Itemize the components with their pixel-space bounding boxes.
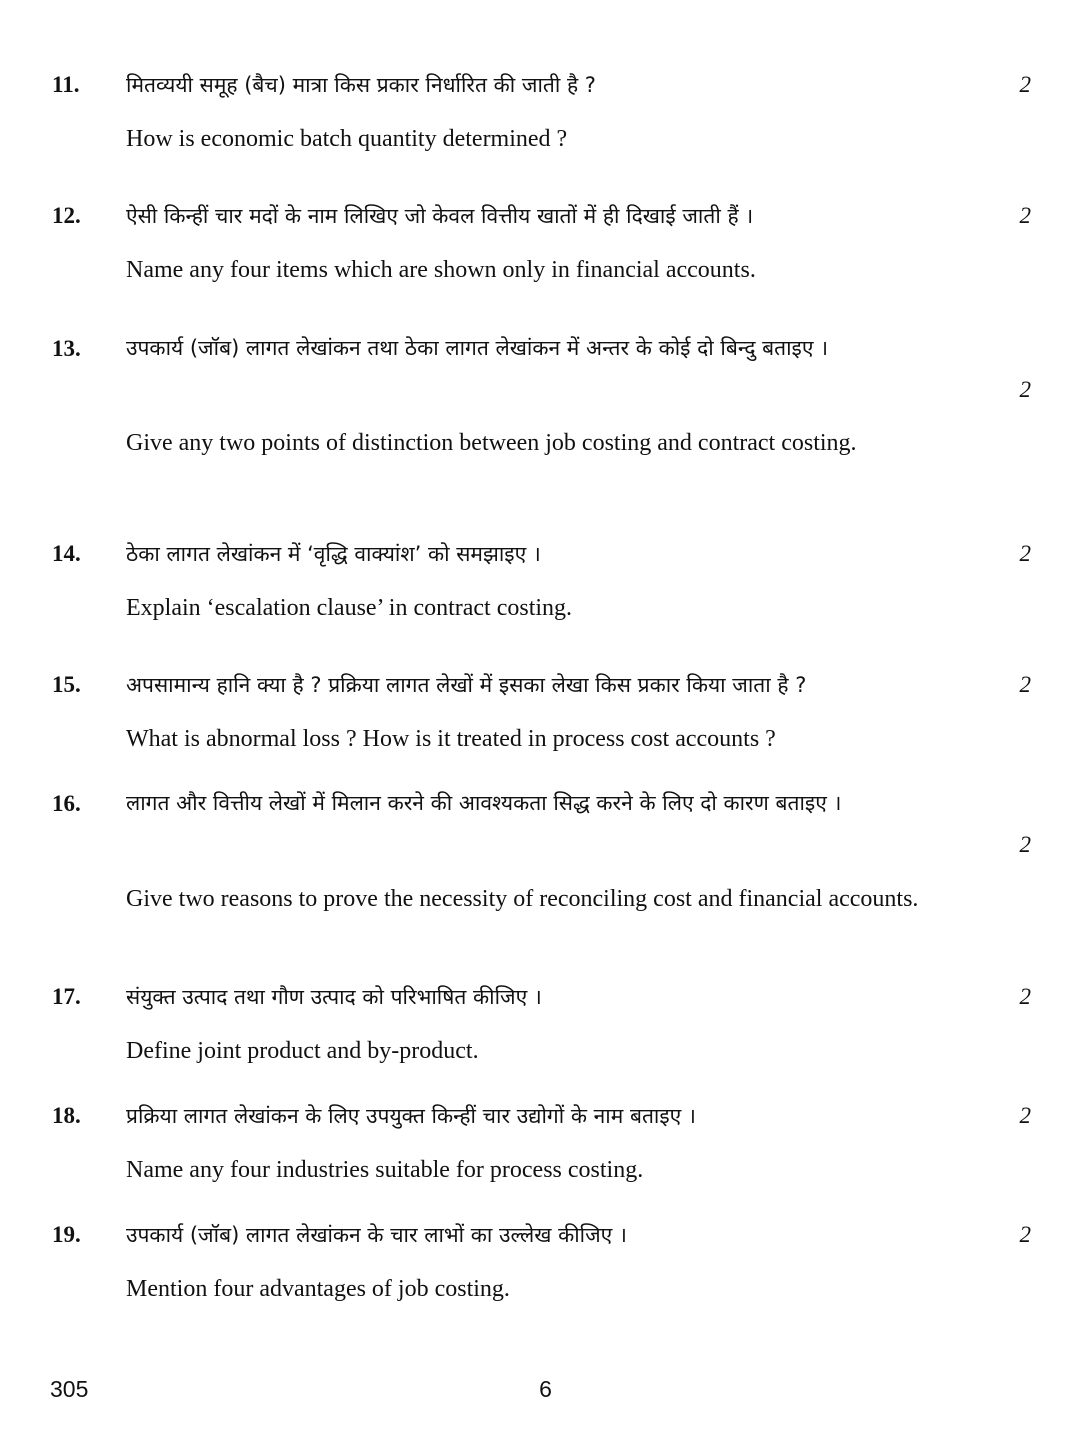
question-marks: 2 xyxy=(1019,984,1031,1009)
question-number: 17. xyxy=(52,984,81,1009)
paper-code: 305 xyxy=(50,1376,89,1402)
question-number: 12. xyxy=(52,203,81,228)
question-number: 13. xyxy=(52,336,81,361)
question-number: 19. xyxy=(52,1222,81,1247)
question-marks: 2 xyxy=(1019,377,1031,402)
question-number: 16. xyxy=(52,791,81,816)
question-hindi: लागत और वित्तीय लेखों में मिलान करने की आवश्यकता सिद्ध करने के लिए दो कारण बताइए । xyxy=(126,791,842,815)
question-hindi: मितव्ययी समूह (बैच) मात्रा किस प्रकार निर्धारित की जाती है ? xyxy=(126,73,596,97)
question-number: 11. xyxy=(52,72,80,97)
question-hindi: ठेका लागत लेखांकन में ‘वृद्धि वाक्यांश’ को समझाइए । xyxy=(126,542,541,566)
question-marks: 2 xyxy=(1019,72,1031,97)
question-marks: 2 xyxy=(1019,541,1031,566)
question-hindi: उपकार्य (जॉब) लागत लेखांकन तथा ठेका लागत लेखांकन में अन्तर के कोई दो बिन्दु बताइए । xyxy=(126,336,829,360)
question-marks: 2 xyxy=(1019,1103,1031,1128)
question-marks: 2 xyxy=(1019,832,1031,857)
question-english: Mention four advantages of job costing. xyxy=(126,1276,510,1302)
question-english: Give two reasons to prove the necessity of reconciling cost and financial accounts. xyxy=(126,886,919,912)
question-english: Define joint product and by-product. xyxy=(126,1038,479,1064)
question-english: Name any four items which are shown only in financial accounts. xyxy=(126,257,756,283)
question-marks: 2 xyxy=(1019,203,1031,228)
question-hindi: संयुक्त उत्पाद तथा गौण उत्पाद को परिभाषित कीजिए । xyxy=(126,985,542,1009)
question-hindi: ऐसी किन्हीं चार मदों के नाम लिखिए जो केवल वित्तीय खातों में ही दिखाई जाती हैं । xyxy=(126,204,754,228)
question-english: How is economic batch quantity determined ? xyxy=(126,126,568,152)
question-number: 14. xyxy=(52,541,81,566)
page-number: 6 xyxy=(539,1376,552,1402)
question-english: Explain ‘escalation clause’ in contract costing. xyxy=(126,595,573,621)
question-english: What is abnormal loss ? How is it treated in process cost accounts ? xyxy=(126,726,776,752)
question-hindi: अपसामान्य हानि क्या है ? प्रक्रिया लागत लेखों में इसका लेखा किस प्रकार किया जाता है ? xyxy=(126,673,807,697)
question-english: Name any four industries suitable for process costing. xyxy=(126,1157,644,1183)
question-number: 18. xyxy=(52,1103,81,1128)
question-marks: 2 xyxy=(1019,672,1031,697)
question-english: Give any two points of distinction between job costing and contract costing. xyxy=(126,430,857,456)
question-hindi: उपकार्य (जॉब) लागत लेखांकन के चार लाभों का उल्लेख कीजिए । xyxy=(126,1223,627,1247)
question-marks: 2 xyxy=(1019,1222,1031,1247)
question-number: 15. xyxy=(52,672,81,697)
question-hindi: प्रक्रिया लागत लेखांकन के लिए उपयुक्त किन्हीं चार उद्योगों के नाम बताइए । xyxy=(126,1104,696,1128)
